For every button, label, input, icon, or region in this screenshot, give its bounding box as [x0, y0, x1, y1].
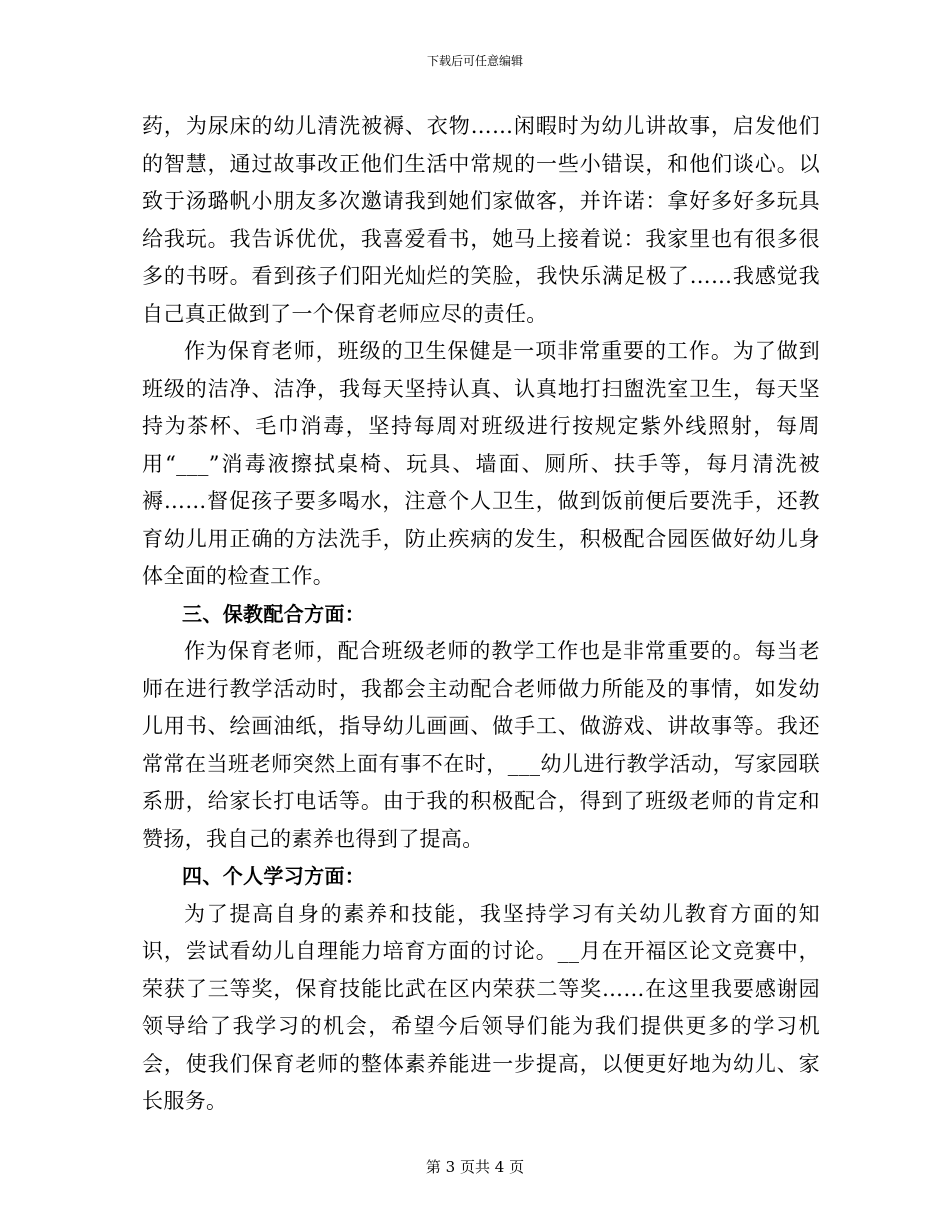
section-4-paragraph: 为了提高自身的素养和技能，我坚持学习有关幼儿教育方面的知识，尝试看幼儿自理能力培育方面的讨论。__月在开福区论文竞赛中，荣获了三等奖，保育技能比武在区内荣获二等奖……在这里我要感谢园领导给了我学习的机会，希望今后领导们能为我们提供更多的学习机会，使我们保育老师的整体素养能进一步提高，以便更好地为幼儿、家长服务。 [142, 901, 820, 1113]
document-body [142, 108, 820, 1121]
section-heading-3: 三、保教配合方面： [182, 601, 366, 626]
page-footer: 第 3 页共 4 页 [425, 1158, 525, 1176]
paragraph-continuation: 药，为尿床的幼儿清洗被褥、衣物……闲暇时为幼儿讲故事，启发他们的智慧，通过故事改正他们生活中常规的一些小错误，和他们谈心。以致于汤璐帆小朋友多次邀请我到她们家做客，并许诺：拿好多好多玩具给我玩。我告诉优优，我喜爱看书，她马上接着说：我家里也有很多很多的书呀。看到孩子们阳光灿烂的笑脸，我快乐满足极了……我感觉我自己真正做到了一个保育老师应尽的责任。 [142, 114, 820, 326]
section-3-paragraph: 作为保育老师，配合班级老师的教学工作也是非常重要的。每当老师在进行教学活动时，我都会主动配合老师做力所能及的事情，如发幼儿用书、绘画油纸，指导幼儿画画、做手工、做游戏、讲故事等。我还常常在当班老师突然上面有事不在时，___幼儿进行教学活动，写家园联系册，给家长打电话等。由于我的积极配合，得到了班级老师的肯定和赞扬，我自己的素养也得到了提高。 [142, 639, 820, 851]
section-heading-4: 四、个人学习方面： [182, 864, 366, 888]
page-header: 下载后可任意编辑 [426, 54, 523, 68]
paragraph-hygiene: 作为保育老师，班级的卫生保健是一项非常重要的工作。为了做到班级的洁净、洁净，我每天坚持认真、认真地打扫盥洗室卫生，每天坚持为茶杯、毛巾消毒，坚持每周对班级进行按规定紫外线照射，每周用“___”消毒液擦拭桌椅、玩具、墙面、厕所、扶手等，每月清洗被褥……督促孩子要多喝水，注意个人卫生，做到饭前便后要洗手，还教育幼儿用正确的方法洗手，防止疾病的发生，积极配合园医做好幼儿身体全面的检查工作。 [142, 339, 820, 588]
